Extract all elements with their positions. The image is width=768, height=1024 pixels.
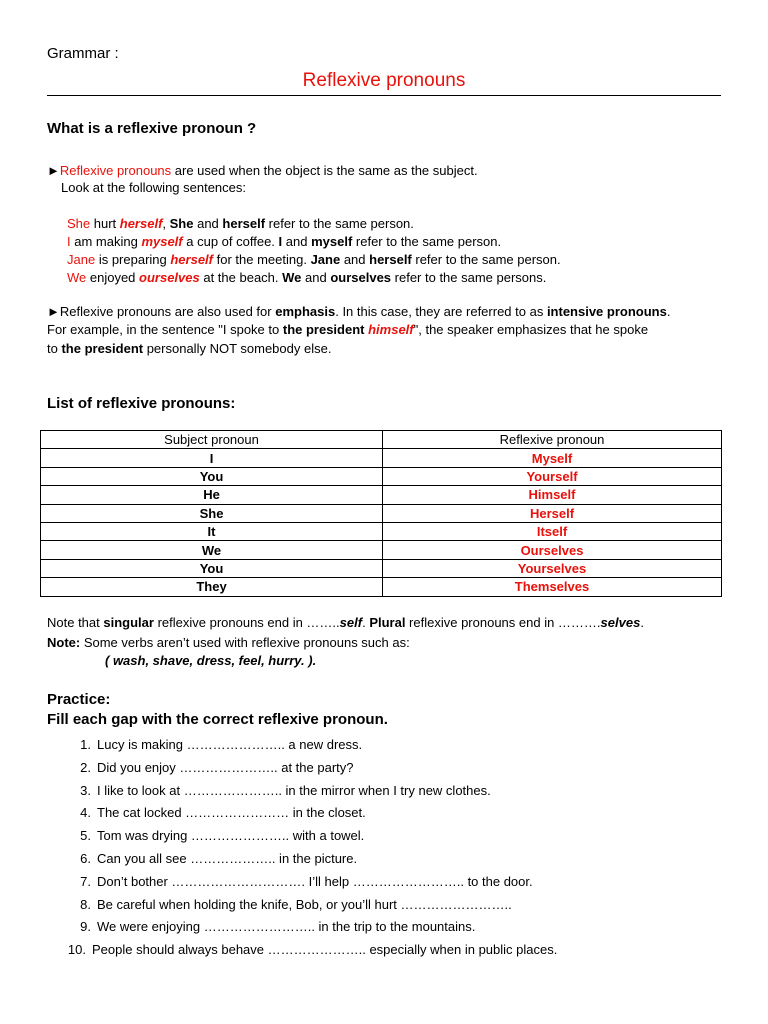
practice-item-number: 5. xyxy=(80,828,91,844)
practice-item xyxy=(67,759,353,777)
table-row xyxy=(41,449,722,467)
text: and xyxy=(282,234,312,249)
text: Some verbs aren’t used with reflexive pronouns such as: xyxy=(80,635,410,650)
subject-pronoun-cell: You xyxy=(41,559,383,577)
text: at the beach. xyxy=(199,270,283,285)
bullet-marker: ► xyxy=(47,304,60,319)
section-heading-list: List of reflexive pronouns: xyxy=(47,395,236,412)
reflexive-pronoun-cell: Herself xyxy=(383,504,722,522)
paragraph-definition xyxy=(47,162,478,180)
text: . In this case, they are referred to as xyxy=(335,304,547,319)
practice-item xyxy=(67,804,366,822)
text: Reflexive pronouns are also used for xyxy=(59,304,276,319)
text: personally NOT somebody else. xyxy=(143,341,332,356)
practice-item-number: 7. xyxy=(80,873,91,889)
table-row xyxy=(41,486,722,504)
example-reflexive: herself xyxy=(170,252,213,267)
text: refer to the same person. xyxy=(265,216,414,231)
paragraph-example-cont xyxy=(47,340,331,358)
text: a cup of coffee. xyxy=(182,234,279,249)
term-plural: Plural xyxy=(369,615,406,630)
term-self: self xyxy=(339,615,363,630)
practice-item-text: Can you all see ……………….. in the picture. xyxy=(97,851,358,866)
example-subject-ref: She xyxy=(169,216,194,231)
practice-item xyxy=(67,736,362,754)
text: hurt xyxy=(90,216,120,231)
section-heading-definition: What is a reflexive pronoun ? xyxy=(47,120,257,137)
example-subject-ref: I xyxy=(278,234,283,249)
paragraph-example xyxy=(47,321,648,339)
subject-pronoun-cell: She xyxy=(41,504,383,522)
note-endings xyxy=(47,614,644,632)
example-subject: We xyxy=(67,270,87,285)
practice-item-number: 3. xyxy=(80,782,91,798)
table-row xyxy=(41,504,722,522)
text: am making xyxy=(70,234,142,249)
term-intensive-pronouns: intensive pronouns xyxy=(546,304,667,319)
example-reflexive: myself xyxy=(141,234,183,249)
example-subject-ref: We xyxy=(282,270,302,285)
practice-item-text: People should always behave ………………….. especially when in public places. xyxy=(92,942,558,958)
practice-item-text: Lucy is making ………………….. a new dress. xyxy=(97,737,363,752)
note-verb-list: ( wash, shave, dress, feel, hurry. ). xyxy=(105,653,317,668)
practice-item-number: 9. xyxy=(80,919,91,935)
example-sentence xyxy=(67,269,546,287)
practice-heading: Practice: xyxy=(47,691,111,708)
text: reflexive pronouns end in ………. xyxy=(405,615,601,630)
paragraph-intro: Look at the following sentences: xyxy=(61,180,247,195)
reflexive-pronoun-cell: Yourselves xyxy=(383,559,722,577)
practice-item-text: Did you enjoy ………………….. at the party? xyxy=(97,759,354,775)
text: refer to the same person. xyxy=(411,252,561,267)
text: ", the speaker emphasizes that he spoke xyxy=(413,322,649,337)
example-reflexive-ref: ourselves xyxy=(330,270,392,285)
header-label: Grammar : xyxy=(47,45,119,62)
example-reflexive: ourselves xyxy=(139,270,200,285)
text: . xyxy=(666,304,671,319)
subject-pronoun-cell: We xyxy=(41,541,383,559)
subject-pronoun-cell: It xyxy=(41,522,383,540)
text: is preparing xyxy=(95,252,171,267)
practice-item xyxy=(67,782,491,800)
term-the-president: the president xyxy=(61,341,144,356)
text: . xyxy=(640,615,644,630)
text: to xyxy=(47,341,62,356)
text: Note that xyxy=(47,615,104,630)
text: , xyxy=(162,216,170,231)
text: and xyxy=(193,216,223,231)
text: and xyxy=(301,270,331,285)
table-row xyxy=(41,559,722,577)
subject-pronoun-cell: He xyxy=(41,486,383,504)
practice-item xyxy=(67,850,357,868)
text: and xyxy=(340,252,370,267)
practice-item xyxy=(62,941,557,959)
term-emphasis: emphasis xyxy=(275,304,336,319)
table-row xyxy=(41,578,722,596)
paragraph-emphasis xyxy=(47,303,670,321)
example-sentence xyxy=(67,233,501,251)
practice-instruction: Fill each gap with the correct reflexive pronoun. xyxy=(47,711,388,728)
document-title: Reflexive pronouns xyxy=(302,70,466,91)
term-the-president: the president xyxy=(282,322,365,337)
subject-pronoun-cell: They xyxy=(41,578,383,596)
term-himself: himself xyxy=(368,322,414,337)
example-subject-ref: Jane xyxy=(310,252,341,267)
text: reflexive pronouns end in …….. xyxy=(153,615,340,630)
text: . xyxy=(362,615,370,630)
table-row xyxy=(41,541,722,559)
practice-item-number: 2. xyxy=(80,759,91,775)
practice-item-number: 8. xyxy=(80,896,91,912)
reflexive-pronoun-cell: Themselves xyxy=(383,578,722,596)
subject-pronoun-cell: I xyxy=(41,449,383,467)
reflexive-pronoun-cell: Yourself xyxy=(383,467,722,485)
table-row xyxy=(41,522,722,540)
text: enjoyed xyxy=(86,270,140,285)
subject-pronoun-cell: You xyxy=(41,467,383,485)
practice-item-text: We were enjoying …………………….. in the trip to the mountains. xyxy=(97,919,476,935)
example-reflexive-ref: herself xyxy=(369,252,412,267)
practice-item-text: Be careful when holding the knife, Bob, or you’ll hurt …………………….. xyxy=(97,896,512,912)
term-reflexive-pronouns: Reflexive pronouns xyxy=(59,163,172,178)
note-label: Note: xyxy=(47,635,81,650)
practice-item xyxy=(67,918,475,936)
practice-item-text: The cat locked …………………… in the closet. xyxy=(97,805,366,821)
column-header-reflexive: Reflexive pronoun xyxy=(383,431,722,449)
example-subject: I xyxy=(67,234,71,249)
practice-item-number: 1. xyxy=(80,737,91,752)
practice-item-number: 10. xyxy=(67,942,86,958)
example-subject: She xyxy=(67,216,91,231)
example-reflexive: herself xyxy=(119,216,163,231)
practice-item xyxy=(67,896,512,914)
text: refer to the same person. xyxy=(352,234,502,249)
example-reflexive-ref: herself xyxy=(222,216,266,231)
note-verbs xyxy=(47,634,410,652)
reflexive-pronoun-cell: Myself xyxy=(383,449,722,467)
pronoun-table xyxy=(40,430,722,597)
table-header-row xyxy=(41,431,722,449)
table-row xyxy=(41,467,722,485)
example-reflexive-ref: myself xyxy=(311,234,353,249)
column-header-subject: Subject pronoun xyxy=(41,431,383,449)
table-body xyxy=(41,431,722,597)
practice-item-number: 4. xyxy=(80,805,91,821)
title-divider xyxy=(47,95,721,96)
reflexive-pronoun-cell: Himself xyxy=(383,486,722,504)
bullet-marker: ► xyxy=(47,163,60,178)
practice-item-text: I like to look at ………………….. in the mirror when I try new clothes. xyxy=(97,782,491,798)
text: for the meeting. xyxy=(213,252,311,267)
term-singular: singular xyxy=(103,615,154,630)
reflexive-pronoun-cell: Itself xyxy=(383,522,722,540)
practice-item-text: Tom was drying ………………….. with a towel. xyxy=(97,828,365,844)
text: refer to the same persons. xyxy=(391,270,547,285)
term-selves: selves xyxy=(600,615,641,630)
practice-item-text: Don’t bother …………………………. I’ll help …………………….. to the door. xyxy=(97,873,533,889)
practice-item xyxy=(67,827,364,845)
text: For example, in the sentence "I spoke to xyxy=(47,322,283,337)
example-subject: Jane xyxy=(67,252,96,267)
example-sentence xyxy=(67,251,561,269)
definition-text: are used when the object is the same as the subject. xyxy=(171,163,478,178)
practice-item-number: 6. xyxy=(80,851,91,866)
reflexive-pronoun-cell: Ourselves xyxy=(383,541,722,559)
practice-item xyxy=(67,873,533,891)
example-sentence xyxy=(67,215,414,233)
